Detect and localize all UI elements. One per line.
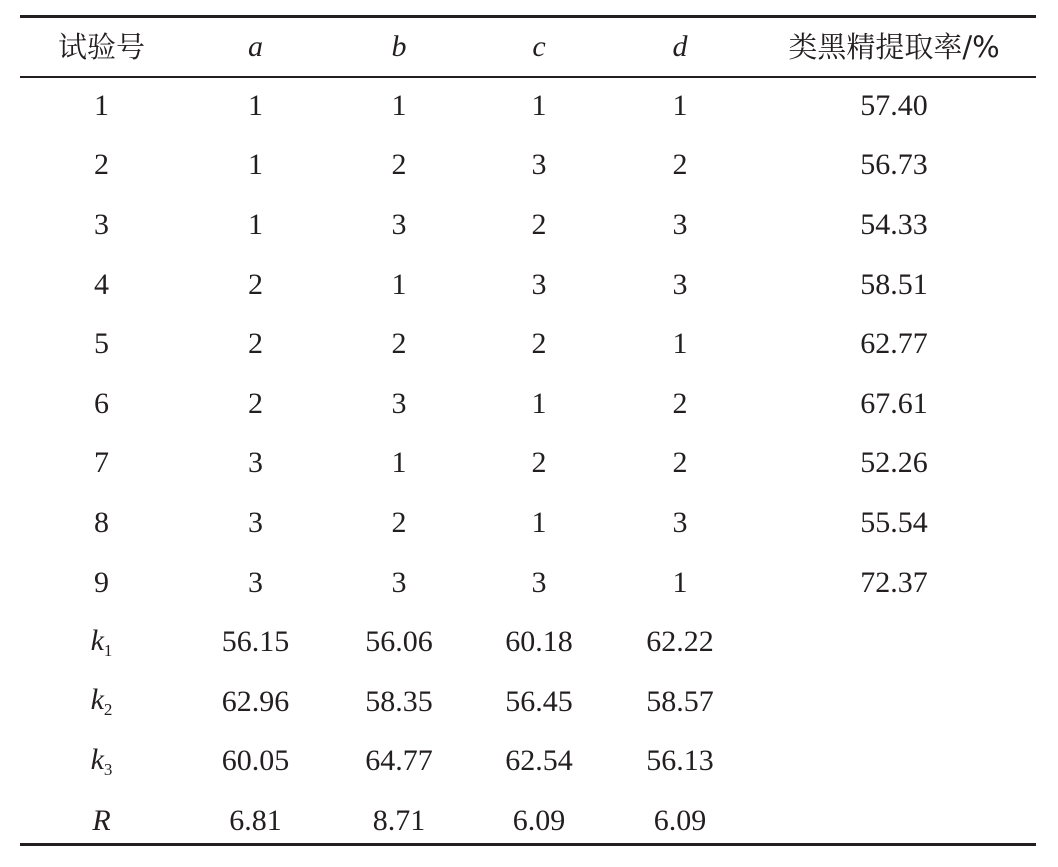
factor-c-cell: 1 [531, 505, 547, 539]
trial-number-cell: 2 [94, 148, 109, 182]
factor-a-cell: 3 [248, 565, 263, 599]
summary-a-cell: 56.15 [221, 625, 290, 659]
extraction-rate-cell: 62.77 [860, 327, 928, 361]
summary-label-cell [20, 742, 183, 779]
summary-label-subscript: 2 [103, 700, 113, 720]
factor-d-cell: 1 [672, 565, 688, 599]
header-factor-b: b [391, 30, 407, 63]
factor-a-cell: 1 [248, 148, 263, 182]
factor-c-cell: 2 [531, 446, 547, 480]
extraction-rate-cell: 52.26 [860, 446, 928, 480]
factor-d-cell: 3 [672, 267, 688, 301]
table-row [20, 195, 1036, 255]
extraction-rate-cell: 67.61 [860, 386, 928, 420]
factor-b-cell: 2 [391, 505, 407, 539]
header-factor-c: c [532, 30, 546, 63]
extraction-rate-cell: 54.33 [860, 207, 928, 241]
header-extraction-rate: 类黑精提取率/% [788, 29, 1000, 64]
factor-c-cell: 3 [531, 267, 547, 301]
summary-row [20, 612, 1036, 672]
factor-a-cell: 3 [248, 505, 263, 539]
trial-number-cell: 9 [94, 565, 109, 599]
summary-label-cell [20, 803, 183, 837]
factor-a-cell: 1 [248, 207, 263, 241]
factor-c-cell: 2 [531, 327, 547, 361]
factor-b-cell: 3 [391, 207, 407, 241]
factor-a-cell: 3 [248, 446, 263, 480]
header-factor-d: d [672, 30, 688, 63]
summary-b-cell: 56.06 [365, 625, 433, 659]
summary-d-cell: 58.57 [646, 684, 714, 718]
header-factor-a: a [248, 30, 263, 63]
table-row [20, 374, 1036, 434]
factor-c-cell: 1 [531, 386, 547, 420]
extraction-rate-cell: 56.73 [860, 148, 928, 182]
orthogonal-test-table [20, 18, 1036, 851]
summary-row [20, 732, 1036, 792]
factor-b-cell: 2 [391, 327, 407, 361]
table-header-row [20, 18, 1036, 76]
summary-label-subscript: 3 [103, 759, 113, 779]
trial-number-cell: 5 [94, 327, 109, 361]
summary-d-cell: 6.09 [653, 803, 707, 837]
summary-label: k [90, 683, 104, 717]
table-row [20, 136, 1036, 196]
factor-b-cell: 2 [391, 148, 407, 182]
header-trial-no: 试验号 [57, 29, 145, 64]
factor-b-cell: 1 [391, 446, 407, 480]
factor-d-cell: 2 [672, 148, 688, 182]
table-row [20, 76, 1036, 136]
factor-d-cell: 3 [672, 505, 688, 539]
trial-number-cell: 8 [94, 505, 109, 539]
summary-d-cell: 62.22 [646, 625, 714, 659]
table-body [20, 76, 1036, 612]
factor-b-cell: 1 [391, 267, 407, 301]
factor-d-cell: 1 [672, 88, 688, 122]
summary-label: R [92, 803, 111, 837]
table-row [20, 553, 1036, 613]
summary-row [20, 791, 1036, 851]
factor-c-cell: 1 [531, 88, 547, 122]
summary-label-subscript: 1 [103, 640, 113, 660]
factor-a-cell: 1 [248, 88, 263, 122]
factor-d-cell: 3 [672, 207, 688, 241]
extraction-rate-cell: 57.40 [860, 88, 928, 122]
factor-b-cell: 3 [391, 565, 407, 599]
factor-c-cell: 3 [531, 148, 547, 182]
summary-c-cell: 60.18 [505, 625, 573, 659]
factor-b-cell: 1 [391, 88, 407, 122]
summary-a-cell: 6.81 [229, 803, 282, 837]
factor-d-cell: 2 [672, 386, 688, 420]
factor-a-cell: 2 [248, 327, 263, 361]
summary-label: k [90, 623, 104, 657]
trial-number-cell: 7 [94, 446, 109, 480]
summary-b-cell: 8.71 [372, 803, 426, 837]
summary-label: k [90, 742, 104, 776]
table-row [20, 434, 1036, 494]
summary-b-cell: 58.35 [365, 684, 433, 718]
trial-number-cell: 4 [94, 267, 109, 301]
factor-a-cell: 2 [248, 386, 263, 420]
table-summary [20, 612, 1036, 850]
trial-number-cell: 6 [94, 386, 109, 420]
table-row [20, 493, 1036, 553]
table-row [20, 314, 1036, 374]
factor-a-cell: 2 [248, 267, 263, 301]
factor-d-cell: 2 [672, 446, 688, 480]
summary-d-cell: 56.13 [646, 744, 714, 778]
table-row [20, 255, 1036, 315]
summary-label-cell [20, 685, 183, 718]
extraction-rate-cell: 72.37 [860, 565, 928, 599]
factor-d-cell: 1 [672, 327, 688, 361]
trial-number-cell: 3 [94, 207, 109, 241]
extraction-rate-cell: 58.51 [860, 267, 928, 301]
extraction-rate-cell: 55.54 [860, 505, 928, 539]
factor-c-cell: 3 [531, 565, 547, 599]
factor-c-cell: 2 [531, 207, 547, 241]
summary-c-cell: 62.54 [505, 744, 573, 778]
summary-c-cell: 56.45 [505, 684, 573, 718]
summary-b-cell: 64.77 [365, 744, 433, 778]
summary-row [20, 672, 1036, 732]
summary-a-cell: 60.05 [221, 744, 290, 778]
factor-b-cell: 3 [391, 386, 407, 420]
trial-number-cell: 1 [94, 88, 109, 122]
summary-c-cell: 6.09 [512, 803, 566, 837]
summary-label-cell [20, 623, 183, 660]
summary-a-cell: 62.96 [221, 684, 290, 718]
